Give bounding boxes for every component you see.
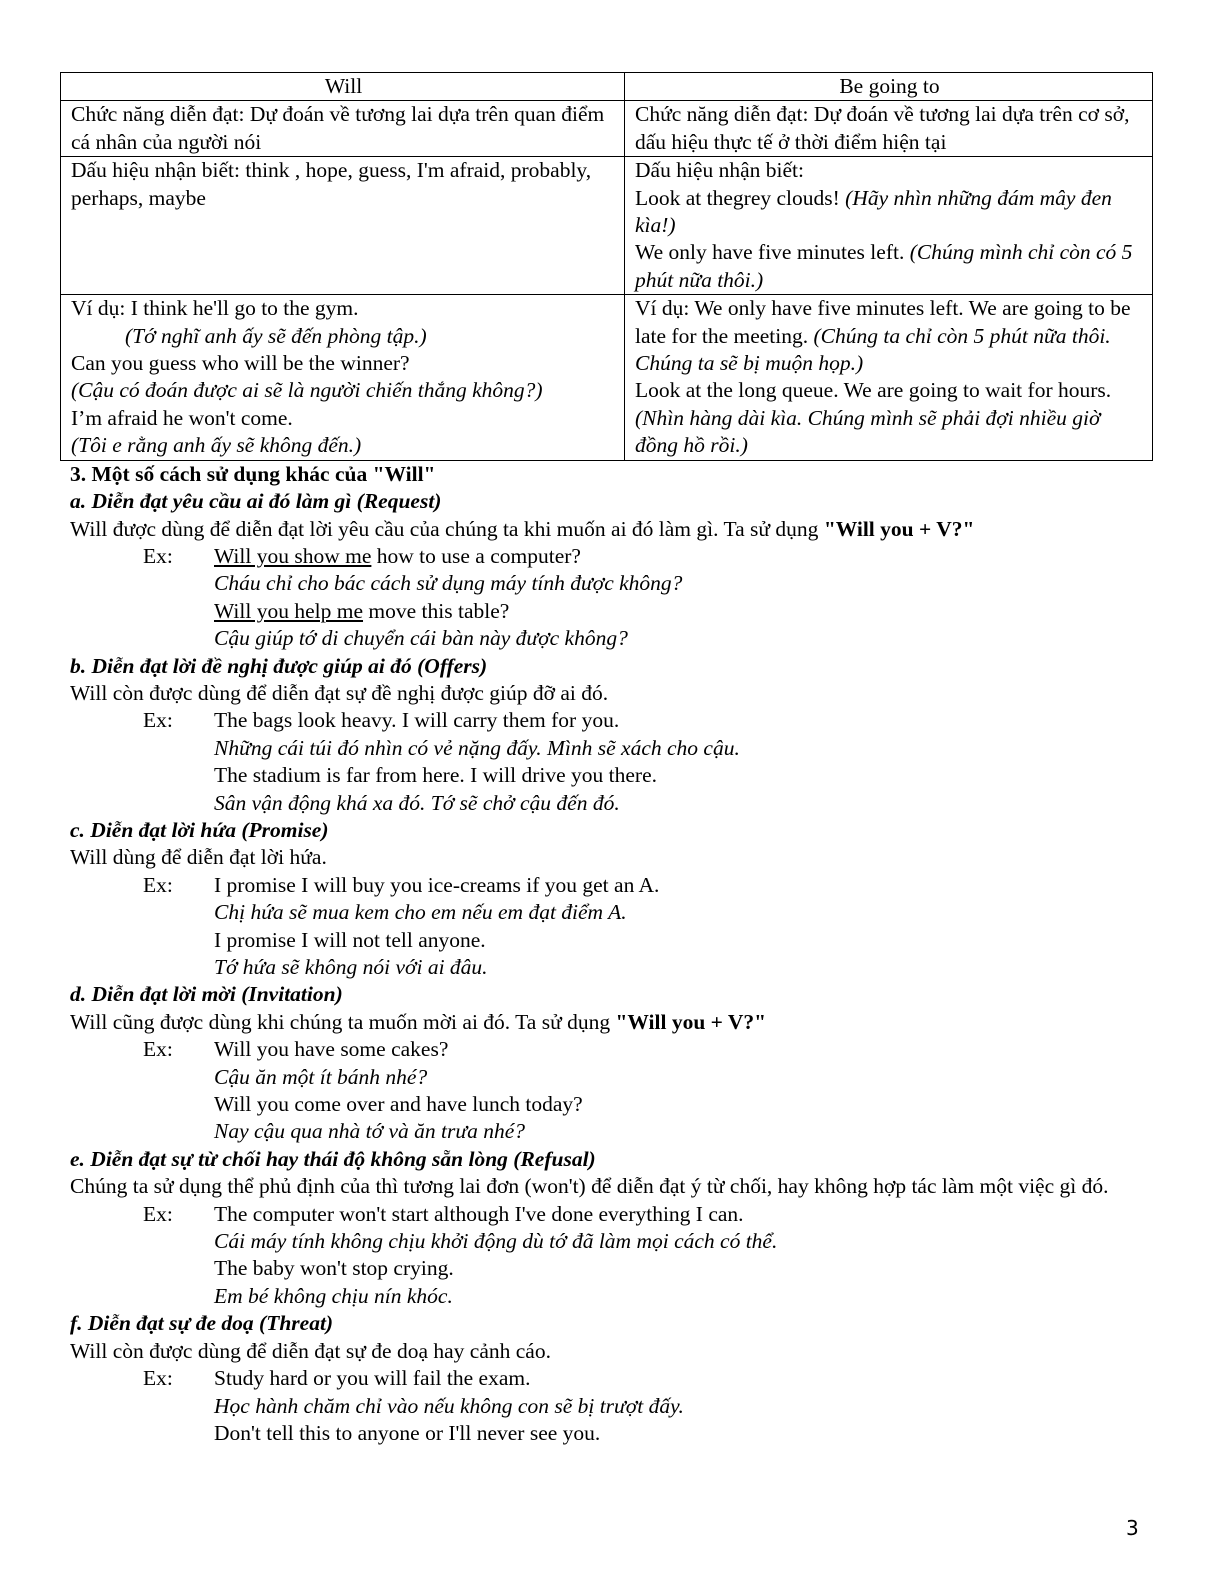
subsection-e-text: Chúng ta sử dụng thể phủ định của thì tương lai đơn (won't) để diễn đạt ý từ chối, hay không hợp tác làm một việc gì đó. (70, 1174, 1109, 1199)
subsection-f-examples (60, 1365, 1153, 1447)
example-translation: Cháu chỉ cho bác cách sử dụng máy tính được không? (214, 571, 683, 596)
subsection-a-examples (60, 543, 1153, 653)
signs-example-1: Look at thegrey clouds! (Hãy nhìn những đám mây đen kìa!) (635, 185, 1112, 238)
going-example-1: Ví dụ: We only have five minutes left. We are going to be late for the meeting. (Chúng ta chỉ còn 5 phút nữa thôi. Chúng ta sẽ bị muộn họp.) (635, 296, 1131, 376)
cell-will-function: Chức năng diễn đạt: Dự đoán về tương lai dựa trên quan điểm cá nhân của người nói (61, 101, 625, 157)
example-line: Will you have some cakes? (214, 1037, 449, 1062)
example-line: I promise I will buy you ice-creams if you get an A. (214, 872, 660, 897)
will-example-3: I’m afraid he won't come. (71, 405, 293, 430)
table-row-function (61, 101, 1153, 157)
subsection-e-examples (60, 1201, 1153, 1311)
example-label: Ex: (143, 543, 173, 568)
example-label: Ex: (143, 1037, 173, 1062)
cell-will-signs: Dấu hiệu nhận biết: think , hope, guess, I'm afraid, probably, perhaps, maybe (61, 157, 625, 295)
example-label: Ex: (143, 1201, 173, 1226)
subsection-a-title: a. Diễn đạt yêu cầu ai đó làm gì (Request) (70, 489, 442, 514)
example-line: Will you help me move this table? (214, 598, 510, 623)
table-row-signs (61, 157, 1153, 295)
header-will: Will (61, 73, 625, 101)
signs-example-2: We only have five minutes left. (Chúng mình chỉ còn có 5 phút nữa thôi.) (635, 240, 1133, 292)
example-translation: Nay cậu qua nhà tớ và ăn trưa nhé? (214, 1119, 526, 1144)
example-line: The stadium is far from here. I will drive you there. (214, 763, 657, 788)
header-going-to: Be going to (625, 73, 1153, 101)
example-label: Ex: (143, 708, 173, 733)
subsection-b-text: Will còn được dùng để diễn đạt sự đề nghị được giúp đỡ ai đó. (70, 680, 609, 705)
page-content (60, 72, 1153, 1447)
example-translation: Sân vận động khá xa đó. Tớ sẽ chở cậu đến đó. (214, 790, 620, 815)
section-3 (60, 461, 1153, 1448)
table-header-row (61, 73, 1153, 101)
will-example-1-translation: (Tớ nghĩ anh ấy sẽ đến phòng tập.) (125, 323, 427, 348)
subsection-c-examples (60, 872, 1153, 982)
will-example-3-translation: (Tôi e rằng anh ấy sẽ không đến.) (71, 433, 362, 458)
example-label: Ex: (143, 1366, 173, 1391)
example-translation: Chị hứa sẽ mua kem cho em nếu em đạt điểm A. (214, 900, 627, 925)
example-line: Don't tell this to anyone or I'll never see you. (214, 1420, 601, 1445)
example-translation: Em bé không chịu nín khóc. (214, 1283, 453, 1308)
subsection-d-title: d. Diễn đạt lời mời (Invitation) (70, 982, 343, 1007)
cell-going-function: Chức năng diễn đạt: Dự đoán về tương lai dựa trên cơ sở, dấu hiệu thực tế ở thời điểm hiện tại (625, 101, 1153, 157)
cell-will-examples (61, 295, 625, 460)
example-translation: Học hành chăm chỉ vào nếu không con sẽ bị trượt đấy. (214, 1393, 684, 1418)
table-row-examples (61, 295, 1153, 460)
example-translation: Những cái túi đó nhìn có vẻ nặng đấy. Mình sẽ xách cho cậu. (214, 735, 740, 760)
example-translation: Cậu ăn một ít bánh nhé? (214, 1064, 428, 1089)
comparison-table (60, 72, 1153, 461)
example-line: Will you show me how to use a computer? (214, 543, 581, 568)
example-line: The baby won't stop crying. (214, 1256, 454, 1281)
subsection-e-title: e. Diễn đạt sự từ chối hay thái độ không sẵn lòng (Refusal) (70, 1146, 596, 1171)
signs-title: Dấu hiệu nhận biết: (635, 158, 804, 183)
will-example-2-translation: (Cậu có đoán được ai sẽ là người chiến thắng không?) (71, 378, 543, 403)
example-line: I promise I will not tell anyone. (214, 927, 486, 952)
subsection-c-title: c. Diễn đạt lời hứa (Promise) (70, 817, 329, 842)
example-translation: Cậu giúp tớ di chuyển cái bàn này được không? (214, 626, 628, 651)
example-translation: Cái máy tính không chịu khởi động dù tớ đã làm mọi cách có thể. (214, 1229, 778, 1254)
page-number: 3 (1126, 1516, 1139, 1540)
subsection-d-examples (60, 1036, 1153, 1146)
will-example-1: Ví dụ: I think he'll go to the gym. (71, 296, 359, 321)
section-3-title: 3. Một số cách sử dụng khác của "Will" (70, 461, 436, 486)
example-line: Will you come over and have lunch today? (214, 1092, 583, 1117)
cell-going-examples (625, 295, 1153, 460)
subsection-f-text: Will còn được dùng để diễn đạt sự đe doạ hay cảnh cáo. (70, 1338, 551, 1363)
subsection-a-text: Will được dùng để diễn đạt lời yêu cầu của chúng ta khi muốn ai đó làm gì. Ta sử dụng "Will you + V?" (70, 516, 975, 541)
subsection-c-text: Will dùng để diễn đạt lời hứa. (70, 845, 327, 870)
subsection-b-examples (60, 707, 1153, 817)
subsection-b-title: b. Diễn đạt lời đề nghị được giúp ai đó (Offers) (70, 653, 488, 678)
example-line: The bags look heavy. I will carry them for you. (214, 708, 620, 733)
example-line: The computer won't start although I've done everything I can. (214, 1201, 744, 1226)
subsection-d-text: Will cũng được dùng khi chúng ta muốn mời ai đó. Ta sử dụng "Will you + V?" (70, 1009, 767, 1034)
will-example-2: Can you guess who will be the winner? (71, 351, 410, 376)
example-label: Ex: (143, 872, 173, 897)
subsection-f-title: f. Diễn đạt sự đe doạ (Threat) (70, 1311, 334, 1336)
cell-going-signs (625, 157, 1153, 295)
going-example-2: Look at the long queue. We are going to wait for hours. (Nhìn hàng dài kìa. Chúng mình sẽ phải đợi nhiều giờ đồng hồ rồi.) (635, 378, 1112, 458)
example-translation: Tớ hứa sẽ không nói với ai đâu. (214, 955, 488, 979)
example-line: Study hard or you will fail the exam. (214, 1366, 531, 1391)
